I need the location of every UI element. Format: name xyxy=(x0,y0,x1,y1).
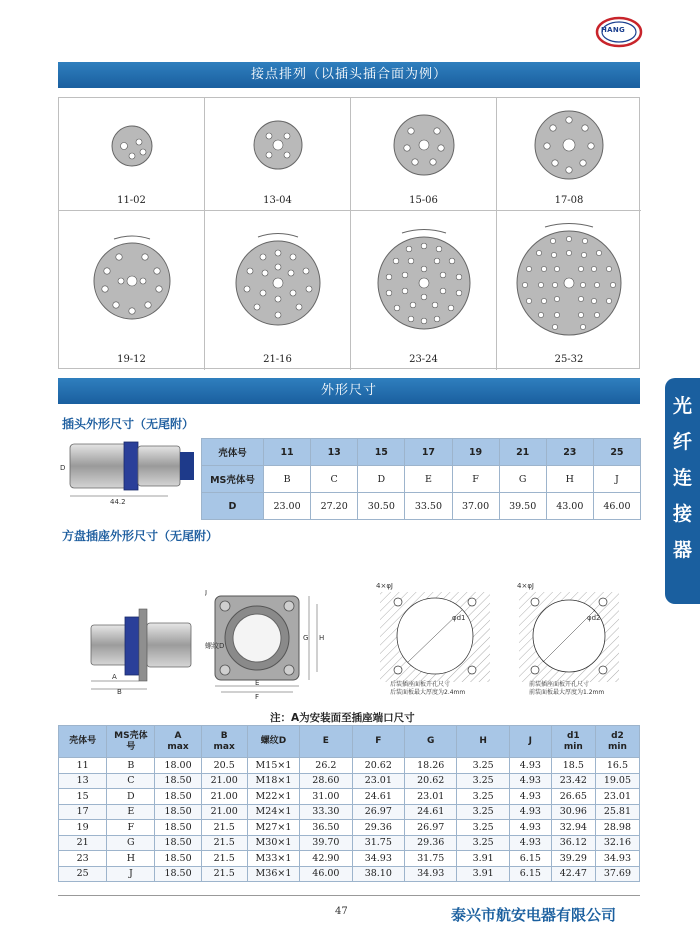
column-header: MS壳体 号 xyxy=(107,726,155,758)
side-tab-char: 纤 xyxy=(672,431,692,453)
row-label: MS壳体号 xyxy=(202,466,264,493)
table-cell: J xyxy=(107,866,155,882)
table-cell: 37.69 xyxy=(595,866,639,882)
pin-face-icon xyxy=(205,211,351,351)
table-cell: 6.15 xyxy=(509,851,551,867)
table-cell: 18.00 xyxy=(155,758,201,774)
table-cell: F xyxy=(452,466,499,493)
table-cell: 3.91 xyxy=(457,851,509,867)
front-d2-label: φd2 xyxy=(587,614,601,622)
column-header: F xyxy=(352,726,404,758)
pin-layout-label: 21-16 xyxy=(263,354,292,365)
table-cell: 3.25 xyxy=(457,835,509,851)
table-row xyxy=(59,820,640,836)
table-cell: 3.25 xyxy=(457,758,509,774)
table-cell: 13 xyxy=(311,439,358,466)
table-cell: 32.94 xyxy=(551,820,595,836)
pin-layout-label: 13-04 xyxy=(263,195,292,206)
table-cell: 18.50 xyxy=(155,804,201,820)
pin-face-icon xyxy=(59,211,205,351)
rear-note-1: 后装插座面板开孔尺寸 xyxy=(390,681,451,688)
table-cell: 29.36 xyxy=(352,820,404,836)
socket-dim-j: J xyxy=(205,590,208,596)
table-cell: 42.47 xyxy=(551,866,595,882)
pin-layout-cell xyxy=(205,211,351,370)
table-cell: 3.25 xyxy=(457,773,509,789)
table-cell: 20.62 xyxy=(352,758,404,774)
row-label: D xyxy=(202,493,264,520)
table-cell: G xyxy=(107,835,155,851)
socket-side-view-image xyxy=(85,595,200,695)
table-cell: M18×1 xyxy=(247,773,299,789)
pin-face-icon xyxy=(497,98,641,193)
table-cell: 33.50 xyxy=(405,493,452,520)
pin-face-icon xyxy=(351,211,497,351)
table-cell: B xyxy=(107,758,155,774)
rear-note-2: 后装面板最大厚度为2.4mm xyxy=(390,689,466,696)
footer-divider xyxy=(58,895,640,896)
side-tab-char: 器 xyxy=(672,539,692,561)
table-cell: 28.60 xyxy=(300,773,352,789)
socket-dim-f: F xyxy=(255,693,260,700)
table-cell: E xyxy=(107,804,155,820)
table-cell: M15×1 xyxy=(247,758,299,774)
table-cell: 34.93 xyxy=(405,866,457,882)
pin-layout-label: 11-02 xyxy=(117,195,146,206)
side-tab-char: 光 xyxy=(672,395,692,417)
pin-face-icon xyxy=(59,98,205,193)
table-cell: E xyxy=(405,466,452,493)
table-cell: 20.62 xyxy=(405,773,457,789)
rear-holes-label: 4×φJ xyxy=(376,582,394,590)
table-row xyxy=(202,493,641,520)
table-cell: 21.5 xyxy=(201,866,247,882)
section-title-pin-arrangement: 接点排列（以插头插合面为例） xyxy=(58,62,640,88)
socket-dim-b: B xyxy=(117,688,122,695)
pin-layout-cell xyxy=(497,211,641,370)
table-cell: M30×1 xyxy=(247,835,299,851)
pin-layout-cell xyxy=(59,98,205,211)
table-cell: 23 xyxy=(546,439,593,466)
table-cell: 19 xyxy=(59,820,107,836)
column-header: G xyxy=(405,726,457,758)
row-label: 壳体号 xyxy=(202,439,264,466)
socket-thread-label: 螺纹D xyxy=(205,642,225,650)
table-cell: 29.36 xyxy=(405,835,457,851)
table-cell: 46.00 xyxy=(300,866,352,882)
pin-layout-cell xyxy=(351,211,497,370)
socket-front-view-image xyxy=(205,590,340,700)
column-header: J xyxy=(509,726,551,758)
front-note-1: 前装插座面板开孔尺寸 xyxy=(529,681,590,688)
table-cell: 25 xyxy=(59,866,107,882)
table-cell: 18.5 xyxy=(551,758,595,774)
logo-text: HANG xyxy=(601,26,626,34)
table-row xyxy=(59,851,640,867)
table-cell: 18.26 xyxy=(405,758,457,774)
table-cell: 21.00 xyxy=(201,773,247,789)
table-cell: 19.05 xyxy=(595,773,639,789)
table-cell: 23.01 xyxy=(352,773,404,789)
column-header: 螺纹D xyxy=(247,726,299,758)
table-cell: 13 xyxy=(59,773,107,789)
table-cell: 18.50 xyxy=(155,866,201,882)
table-cell: 18.50 xyxy=(155,820,201,836)
table-cell: 21.5 xyxy=(201,835,247,851)
table-row xyxy=(59,835,640,851)
table-cell: C xyxy=(311,466,358,493)
column-header: d2 min xyxy=(595,726,639,758)
table-row xyxy=(202,466,641,493)
table-row xyxy=(202,439,641,466)
table-cell: 4.93 xyxy=(509,789,551,805)
page-number: 47 xyxy=(335,906,348,917)
table-cell: F xyxy=(107,820,155,836)
table-cell: M22×1 xyxy=(247,789,299,805)
table-cell: 21 xyxy=(59,835,107,851)
table-cell: 20.5 xyxy=(201,758,247,774)
table-cell: 25.81 xyxy=(595,804,639,820)
table-cell: 24.61 xyxy=(352,789,404,805)
pin-layout-label: 17-08 xyxy=(554,195,584,206)
plug-dimensions-title: 插头外形尺寸（无尾附） xyxy=(62,417,195,431)
pin-layout-cell xyxy=(351,98,497,211)
socket-dim-a: A xyxy=(112,673,117,681)
table-cell: 4.93 xyxy=(509,835,551,851)
table-cell: 21.00 xyxy=(201,804,247,820)
pin-layout-label: 25-32 xyxy=(554,354,584,365)
table-cell: 18.50 xyxy=(155,851,201,867)
table-cell: 23.01 xyxy=(595,789,639,805)
table-cell: 34.93 xyxy=(352,851,404,867)
table-cell: 36.12 xyxy=(551,835,595,851)
plug-length-label: 44.2 xyxy=(110,498,126,506)
pin-layout-label: 23-24 xyxy=(409,354,438,365)
table-cell: 23.42 xyxy=(551,773,595,789)
table-cell: 21.5 xyxy=(201,851,247,867)
table-cell: 33.30 xyxy=(300,804,352,820)
socket-dim-g: G xyxy=(303,634,309,642)
rear-d1-label: φd1 xyxy=(452,614,466,622)
table-cell: 36.50 xyxy=(300,820,352,836)
table-cell: 31.00 xyxy=(300,789,352,805)
front-panel-cutout-drawing xyxy=(505,580,640,698)
socket-dimensions-table xyxy=(58,725,640,882)
table-cell: 3.91 xyxy=(457,866,509,882)
table-cell: 37.00 xyxy=(452,493,499,520)
table-row xyxy=(59,804,640,820)
table-cell: H xyxy=(546,466,593,493)
table-cell: 42.90 xyxy=(300,851,352,867)
table-cell: 31.75 xyxy=(352,835,404,851)
pin-layout-cell xyxy=(497,98,641,211)
table-row xyxy=(59,789,640,805)
table-cell: 3.25 xyxy=(457,789,509,805)
table-cell: 26.97 xyxy=(405,820,457,836)
table-cell: G xyxy=(499,466,546,493)
table-cell: 26.2 xyxy=(300,758,352,774)
table-cell: 31.75 xyxy=(405,851,457,867)
table-cell: 26.97 xyxy=(352,804,404,820)
column-header: H xyxy=(457,726,509,758)
table-cell: 4.93 xyxy=(509,804,551,820)
socket-dimensions-title: 方盘插座外形尺寸（无尾附） xyxy=(62,529,219,543)
table-cell: 6.15 xyxy=(509,866,551,882)
pin-layout-cell xyxy=(205,98,351,211)
column-header: E xyxy=(300,726,352,758)
table-cell: 27.20 xyxy=(311,493,358,520)
table-cell: 30.50 xyxy=(358,493,405,520)
table-row xyxy=(59,773,640,789)
table-cell: 28.98 xyxy=(595,820,639,836)
table-cell: 23.01 xyxy=(405,789,457,805)
table-cell: 21 xyxy=(499,439,546,466)
table-cell: 39.70 xyxy=(300,835,352,851)
table-cell: 17 xyxy=(405,439,452,466)
rear-panel-cutout-drawing xyxy=(360,580,500,698)
table-cell: M36×1 xyxy=(247,866,299,882)
table-row xyxy=(59,758,640,774)
table-cell: 11 xyxy=(59,758,107,774)
column-header: A max xyxy=(155,726,201,758)
socket-note: 注：A为安装面至插座端口尺寸 xyxy=(270,712,415,724)
table-cell: D xyxy=(107,789,155,805)
table-cell: 39.29 xyxy=(551,851,595,867)
side-tab-char: 接 xyxy=(672,503,692,525)
table-cell: 21.00 xyxy=(201,789,247,805)
table-cell: 4.93 xyxy=(509,820,551,836)
table-cell: D xyxy=(358,466,405,493)
table-cell: 15 xyxy=(59,789,107,805)
table-cell: 11 xyxy=(264,439,311,466)
table-cell: 25 xyxy=(593,439,640,466)
socket-dim-h: H xyxy=(319,634,325,642)
table-cell: 34.93 xyxy=(595,851,639,867)
side-tab-char: 连 xyxy=(672,467,692,489)
plug-diameter-label: D xyxy=(60,464,66,472)
table-cell: 3.25 xyxy=(457,820,509,836)
front-holes-label: 4×φJ xyxy=(517,582,535,590)
table-cell: M24×1 xyxy=(247,804,299,820)
table-cell: 32.16 xyxy=(595,835,639,851)
table-cell: 30.96 xyxy=(551,804,595,820)
table-cell: C xyxy=(107,773,155,789)
table-cell: 15 xyxy=(358,439,405,466)
table-header-row xyxy=(59,726,640,758)
table-cell: 43.00 xyxy=(546,493,593,520)
table-cell: 21.5 xyxy=(201,820,247,836)
table-cell: 39.50 xyxy=(499,493,546,520)
table-cell: 24.61 xyxy=(405,804,457,820)
table-cell: 4.93 xyxy=(509,758,551,774)
table-cell: 18.50 xyxy=(155,773,201,789)
table-cell: 3.25 xyxy=(457,804,509,820)
section-title-dimensions: 外形尺寸 xyxy=(58,378,640,404)
column-header: d1 min xyxy=(551,726,595,758)
table-row xyxy=(59,866,640,882)
table-cell: J xyxy=(593,466,640,493)
table-cell: 19 xyxy=(452,439,499,466)
table-cell: H xyxy=(107,851,155,867)
table-cell: 4.93 xyxy=(509,773,551,789)
pin-face-icon xyxy=(351,98,497,193)
table-cell: B xyxy=(264,466,311,493)
company-name: 泰兴市航安电器有限公司 xyxy=(451,906,617,924)
table-cell: 18.50 xyxy=(155,789,201,805)
column-header: B max xyxy=(201,726,247,758)
table-cell: 23.00 xyxy=(264,493,311,520)
pin-face-icon xyxy=(205,98,351,193)
plug-connector-image xyxy=(58,432,198,507)
table-cell: 16.5 xyxy=(595,758,639,774)
socket-dim-e: E xyxy=(255,679,260,687)
column-header: 壳体号 xyxy=(59,726,107,758)
front-note-2: 前装面板最大厚度为1.2mm xyxy=(529,689,605,696)
table-cell: 46.00 xyxy=(593,493,640,520)
table-cell: M33×1 xyxy=(247,851,299,867)
pin-face-icon xyxy=(497,211,641,351)
table-cell: 26.65 xyxy=(551,789,595,805)
pin-arrangement-grid xyxy=(58,97,640,369)
pin-layout-label: 19-12 xyxy=(117,354,146,365)
table-cell: 38.10 xyxy=(352,866,404,882)
table-cell: M27×1 xyxy=(247,820,299,836)
pin-layout-label: 15-06 xyxy=(409,195,438,206)
pin-layout-cell xyxy=(59,211,205,370)
plug-dimensions-table xyxy=(201,438,641,520)
table-cell: 23 xyxy=(59,851,107,867)
side-category-tab xyxy=(665,378,700,604)
table-cell: 18.50 xyxy=(155,835,201,851)
table-cell: 17 xyxy=(59,804,107,820)
